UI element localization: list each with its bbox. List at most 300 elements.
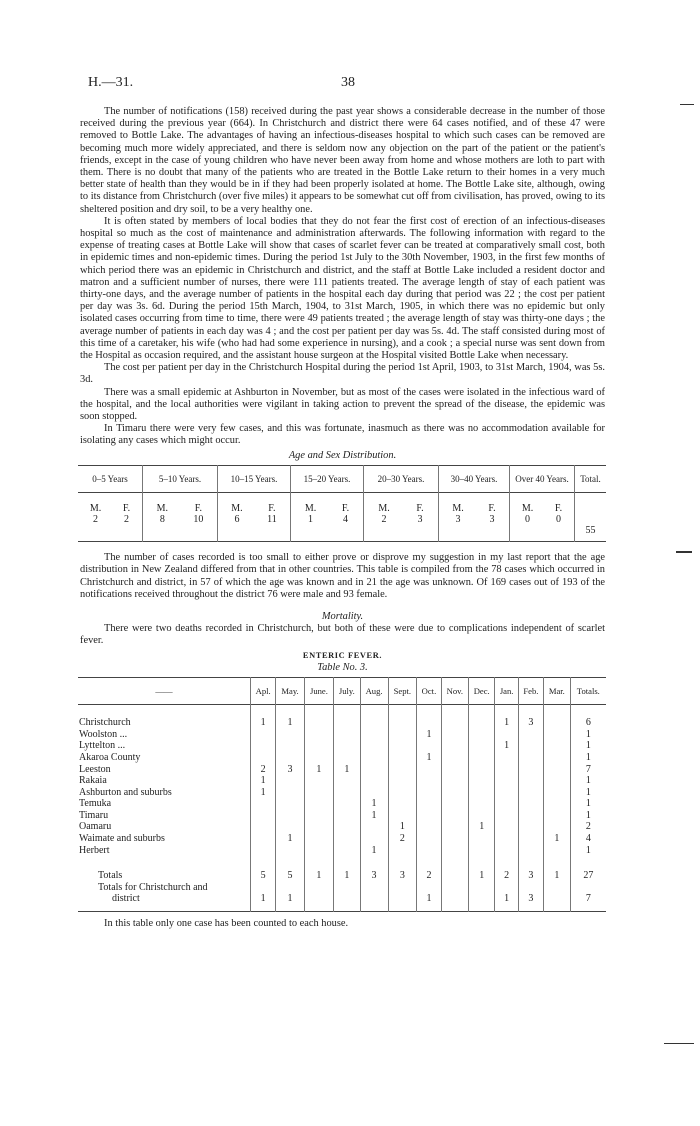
count-cell [495,729,518,741]
female-count: 2 [124,514,130,526]
paragraph: The cost per patient per day in the Christchurch Hospital during the period 1st April, 1903, to 31st March, 1904, was 5s. 3d. [80,362,605,386]
spacer-cell [388,856,417,868]
count-cell: 6 [570,717,606,729]
count-cell [495,845,518,857]
spacer-cell [468,705,495,718]
page-number: 38 [341,75,355,90]
spacer-row [78,705,606,718]
count-cell [417,810,442,822]
count-cell: 3 [388,868,417,882]
table-row [78,752,606,764]
count-cell: 1 [544,833,571,845]
count-cell [276,740,305,752]
spacer-cell [441,856,468,868]
count-cell: 5 [276,868,305,882]
spacer-cell [518,705,543,718]
count-cell [360,787,388,799]
count-cell: 1 [468,821,495,833]
margin-mark [676,551,692,553]
count-cell [334,717,361,729]
margin-mark [680,104,694,105]
paragraph: It is often stated by members of local bodies that they do not fear the first cost of erection of an infectious-diseases hospital so much as the cost of maintenance and administration afterwards. The following information with regard to the expense of treating cases at Bottle Lake will show that cases of scarlet fever can be treated at comparatively small cost, both in epidemic times and non-epidemic times. During the period 1st July to the 30th November, 1903, in the first few months of which period there was an epidemic in Christchurch and district, and the staff at Bottle Lake included a resident doctor and matron and a sufficient number of nurses, there were 111 patients treated. The average length of stay of each patient was thirty-one days, and the average number of patients in the hospital each day during that period was 22 ; the cost per patient per day was 3s. 6d. During the period 15th March, 1904, to 31st March, 1905, in which there was no epidemic but only isolated cases occurring from time to time, there were 49 patients treated ; the average length of stay was thirty-one days ; the average number of patients in each day was 4 ; and the cost per patient per day was 5s. 4d. The staff consisted during most of this time of a caretaker, his wife (who had had some experience in nursing), and a cook ; a special nurse was sent down from the Hospital as occasion required, and the assistant house surgeon at the Hospital visited Bottle Lake when necessary. [80,215,605,362]
count-cell [388,845,417,857]
table-row [78,729,606,741]
count-cell [570,882,606,894]
count-cell: 2 [495,868,518,882]
count-cell [388,798,417,810]
count-cell [544,845,571,857]
m-label: M. [452,503,464,515]
count-cell [251,729,276,741]
row-label: Woolston ... [79,728,128,740]
row-label: Totals [98,870,123,882]
age-header: 15–20 Years. [291,465,364,492]
count-cell: 1 [304,868,333,882]
count-cell: 1 [360,798,388,810]
cc-totals-label-row [78,882,606,894]
paragraph: The number of cases recorded is too small to either prove or disprove my suggestion in my last report that the age distribution in New Zealand differed from that in other countries. This table is compiled from the 78 cases which occurred in Christchurch and district, in 57 of which the age was known and in 21 the age was unknown. Of 169 cases out of 193 of the notifications received throughout the district 76 were male and 93 female. [80,552,605,600]
paragraph: There were two deaths recorded in Christchurch, but both of these were due to complications independent of scarlet fever. [80,623,605,647]
table-row [78,717,606,729]
female-count: 3 [417,514,423,526]
count-cell [276,775,305,787]
count-cell [495,787,518,799]
m-label: M. [378,503,390,515]
count-cell: 1 [304,764,333,776]
count-cell [417,833,442,845]
margin-mark [664,1043,694,1044]
month-header: Nov. [441,677,468,704]
count-cell [388,893,417,911]
month-header: Dec. [468,677,495,704]
count-cell: 1 [570,729,606,741]
count-cell [495,775,518,787]
count-cell [544,810,571,822]
count-cell [441,717,468,729]
count-cell: 1 [276,893,305,911]
table-row [78,833,606,845]
age-group-cell [364,493,439,542]
paragraph: There was a small epidemic at Ashburton in November, but as most of the cases were isolated in the infectious ward of the hospital, and the local authorities were vigilant in taking action to prevent the spread of the disease, the epidemic was soon stopped. [80,386,605,423]
age-header: 0–5 Years [92,473,128,484]
age-group-cell [143,493,218,542]
count-cell: 4 [570,833,606,845]
count-cell [334,893,361,911]
count-cell [334,882,361,894]
count-cell [417,787,442,799]
count-cell: 1 [276,833,305,845]
count-cell [518,740,543,752]
count-cell [388,787,417,799]
table-row [78,845,606,857]
f-label: F. [194,503,202,515]
count-cell [417,882,442,894]
spacer-cell [251,705,276,718]
count-cell: 1 [570,810,606,822]
count-cell [518,821,543,833]
count-cell [251,821,276,833]
count-cell: 1 [544,868,571,882]
age-header: 10–15 Years. [218,465,291,492]
age-table-title: Age and Sex Distribution. [288,449,397,461]
count-cell [360,833,388,845]
totals-header: Totals. [570,677,606,704]
row-label: Christchurch [79,717,131,729]
count-cell: 1 [417,893,442,911]
row-label: Timaru [79,809,109,821]
count-cell [360,893,388,911]
male-count: 0 [525,514,531,526]
count-cell [388,729,417,741]
count-cell [468,764,495,776]
count-cell [468,787,495,799]
count-cell: 27 [570,868,606,882]
count-cell: 1 [251,775,276,787]
count-cell [251,752,276,764]
count-cell [360,775,388,787]
count-cell: 1 [388,821,417,833]
mortality-heading: Mortality. [321,610,364,622]
male-count: 2 [93,514,99,526]
month-header: Aug. [360,677,388,704]
spacer-cell [495,705,518,718]
count-cell [388,810,417,822]
row-label-header: —— [155,685,173,696]
count-cell [276,729,305,741]
table-row [78,740,606,752]
count-cell: 5 [251,868,276,882]
count-cell [334,787,361,799]
count-cell: 7 [570,764,606,776]
count-cell [304,775,333,787]
count-cell: 1 [360,845,388,857]
count-cell: 1 [468,868,495,882]
count-cell [360,752,388,764]
spacer-cell [388,705,417,718]
count-cell [304,833,333,845]
row-label: Ashburton and suburbs [79,786,172,798]
female-count: 11 [267,514,277,526]
count-cell [468,740,495,752]
count-cell [518,833,543,845]
count-cell [417,798,442,810]
spacer-cell [495,856,518,868]
count-cell [334,833,361,845]
count-cell [388,717,417,729]
count-cell [388,764,417,776]
count-cell [417,764,442,776]
row-label: Herbert [79,844,110,856]
count-cell [441,752,468,764]
document-reference: H.—31. [88,75,134,90]
count-cell [304,729,333,741]
count-cell: 1 [495,740,518,752]
table-row [78,764,606,776]
f-label: F. [122,503,131,515]
count-cell [441,833,468,845]
count-cell [518,729,543,741]
male-count: 3 [455,514,461,526]
spacer-cell [544,705,571,718]
count-cell [495,833,518,845]
count-cell [468,775,495,787]
count-cell [334,729,361,741]
count-cell: 1 [251,893,276,911]
spacer-cell [417,856,442,868]
count-cell: 1 [417,729,442,741]
count-cell [304,821,333,833]
count-cell [544,787,571,799]
m-label: M. [231,503,243,515]
count-cell: 1 [360,810,388,822]
count-cell [518,810,543,822]
m-label: M. [89,503,102,515]
enteric-table-title: Table No. 3. [317,661,368,673]
count-cell [417,740,442,752]
spacer-cell [468,856,495,868]
paragraph: In Timaru there were very few cases, and this was fortunate, inasmuch as there was no accommodation available for isolating any cases which might occur. [80,423,605,447]
age-group-cell [439,493,510,542]
count-cell [544,717,571,729]
count-cell [304,845,333,857]
count-cell [360,729,388,741]
count-cell [388,740,417,752]
count-cell [334,845,361,857]
spacer-cell [304,705,333,718]
count-cell: 1 [495,717,518,729]
spacer-cell [276,705,305,718]
count-cell [544,882,571,894]
spacer-cell [334,856,361,868]
count-cell: 2 [388,833,417,845]
count-cell: 1 [570,787,606,799]
count-cell [251,798,276,810]
count-cell: 1 [570,752,606,764]
count-cell [251,845,276,857]
count-cell [276,798,305,810]
age-group-cell [510,493,575,542]
row-label: Akaroa County [79,751,141,763]
count-cell [468,752,495,764]
spacer-cell [304,856,333,868]
month-header: Mar. [544,677,571,704]
enteric-table [78,677,606,912]
age-header: Over 40 Years. [510,465,575,492]
month-header: Feb. [518,677,543,704]
age-sex-table [78,465,606,542]
row-label: Leeston [79,763,111,775]
row-label: district [112,893,140,905]
count-cell [468,729,495,741]
count-cell [544,821,571,833]
row-label: Oamaru [79,821,112,833]
count-cell [441,740,468,752]
count-cell [251,810,276,822]
month-header: Oct. [417,677,442,704]
count-cell [304,798,333,810]
spacer-cell [360,856,388,868]
count-cell [495,882,518,894]
count-cell [441,798,468,810]
count-cell: 2 [417,868,442,882]
spacer-cell [334,705,361,718]
count-cell [417,717,442,729]
female-count: 3 [489,514,495,526]
count-cell [334,740,361,752]
age-header: 20–30 Years. [364,465,439,492]
spacer-cell [78,705,251,718]
count-cell [468,833,495,845]
count-cell: 1 [334,868,361,882]
age-header: Total. [575,465,607,492]
spacer-cell [544,856,571,868]
age-group-cell [291,493,364,542]
count-cell [417,845,442,857]
count-cell [334,775,361,787]
male-count: 2 [381,514,387,526]
count-cell [544,729,571,741]
count-cell: 3 [518,717,543,729]
count-cell [468,882,495,894]
count-cell [304,893,333,911]
count-cell [441,764,468,776]
count-cell [518,775,543,787]
age-header: 5–10 Years. [143,465,218,492]
count-cell [441,882,468,894]
f-label: F. [341,503,350,515]
count-cell [441,787,468,799]
f-label: F. [554,503,563,515]
spacer-cell [417,705,442,718]
spacer-cell [441,705,468,718]
count-cell [388,882,417,894]
count-cell [544,764,571,776]
count-cell: 1 [276,717,305,729]
spacer-cell [518,856,543,868]
table-row [78,787,606,799]
count-cell [495,752,518,764]
count-cell: 1 [570,740,606,752]
count-cell [468,717,495,729]
table-row [78,821,606,833]
table-footnote: In this table only one case has been counted to each house. [104,918,349,930]
count-cell [468,798,495,810]
count-cell [334,798,361,810]
count-cell [304,717,333,729]
paragraph: The number of notifications (158) received during the past year shows a considerable decrease in the number of those received during the previous year (664). In Christchurch and district there were 64 cases notified, and of these 47 were removed to Bottle Lake. The advantages of having an infectious-diseases hospital to which such cases can be removed are becoming much more widely appreciated, and there is seldom now any objection on the part of the patient or the patient's friends, except in the case of young children who have never been away from home and whose mothers are loth to part with them. There is no doubt that many of the patients who are treated in the Bottle Lake return to their homes in a very much better state of health than they would be in if they had been properly isolated at home. The Bottle Lake site, although, owing to its distance from Christchurch (over five miles) it appears to be somewhat cut off from civilisation, has proved, owing to its sheltered position and dry soil, to be a very healthy one. [80,106,605,215]
age-total: 55 [575,493,607,542]
count-cell [518,752,543,764]
spacer-cell [251,856,276,868]
count-cell [334,821,361,833]
f-label: F. [268,503,276,515]
count-cell [544,740,571,752]
count-cell [334,810,361,822]
count-cell [251,740,276,752]
count-cell [276,752,305,764]
row-label: Lyttelton ... [79,740,126,752]
count-cell [360,717,388,729]
count-cell [251,833,276,845]
count-cell [251,882,276,894]
row-label: Totals for Christchurch and [98,881,208,893]
count-cell [276,845,305,857]
count-cell [544,775,571,787]
count-cell [304,740,333,752]
m-label: M. [521,503,534,515]
count-cell: 3 [518,893,543,911]
female-count: 0 [556,514,562,526]
count-cell [495,764,518,776]
count-cell [417,775,442,787]
count-cell [518,882,543,894]
table-row [78,810,606,822]
month-header: Jan. [495,677,518,704]
f-label: F. [488,503,496,515]
count-cell [304,882,333,894]
age-group-cell [78,493,143,542]
month-header: July. [334,677,361,704]
page-body [80,106,605,930]
count-cell [518,798,543,810]
count-cell: 1 [251,787,276,799]
count-cell [544,798,571,810]
spacer-cell [570,705,606,718]
male-count: 1 [308,514,314,526]
m-label: M. [156,503,169,515]
count-cell [276,810,305,822]
female-count: 10 [193,514,204,526]
count-cell: 2 [570,821,606,833]
count-cell [468,893,495,911]
count-cell: 3 [518,868,543,882]
count-cell: 1 [251,717,276,729]
month-header: June. [304,677,333,704]
count-cell: 3 [276,764,305,776]
row-label: Temuka [79,798,112,810]
count-cell [441,845,468,857]
count-cell [495,798,518,810]
count-cell [388,775,417,787]
month-header: May. [276,677,305,704]
count-cell [388,752,417,764]
male-count: 6 [234,514,240,526]
count-cell: 2 [251,764,276,776]
count-cell [276,821,305,833]
spacer-cell [570,856,606,868]
count-cell [360,882,388,894]
count-cell [276,882,305,894]
count-cell [276,787,305,799]
count-cell [360,740,388,752]
spacer-cell [276,856,305,868]
count-cell [544,893,571,911]
count-cell [518,764,543,776]
row-label: Rakaia [79,775,107,787]
count-cell [304,810,333,822]
count-cell: 1 [570,775,606,787]
count-cell [518,845,543,857]
count-cell [468,845,495,857]
count-cell [441,729,468,741]
count-cell [441,893,468,911]
spacer-row [78,856,606,868]
male-count: 8 [159,514,165,526]
count-cell [360,764,388,776]
count-cell: 3 [360,868,388,882]
count-cell [304,787,333,799]
cc-totals-row [78,893,606,911]
